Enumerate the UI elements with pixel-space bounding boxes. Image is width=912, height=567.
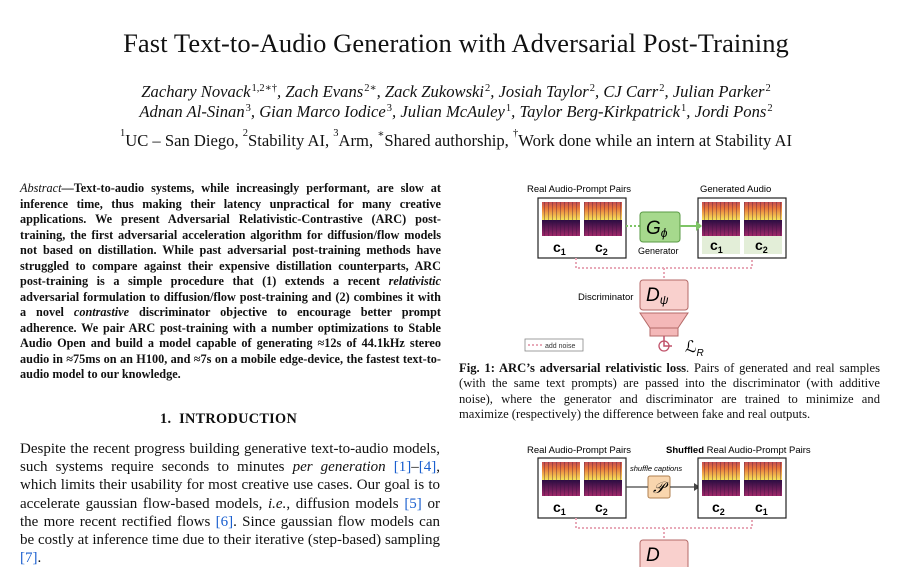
abstract-emphasis-contrastive: contrastive	[73, 305, 130, 319]
affiliation-text: Work done while an intern at Stability AI	[518, 131, 793, 150]
citation-link[interactable]: [7]	[20, 550, 38, 567]
intro-text: . Since gaussian flow models can be costly at inference time due to their iterative (step-based) sampling	[20, 513, 440, 549]
fig2-shuffled-c1: $c_1$	[755, 499, 768, 517]
figure-1-diagram	[520, 180, 790, 360]
author-name: Josiah Taylor	[498, 82, 589, 101]
author-name: Zach Evans	[285, 82, 364, 101]
citation-link[interactable]: [4]	[418, 459, 437, 476]
figure-caption-title: : ARC’s adversarial relativistic loss	[490, 361, 687, 375]
abstract	[20, 181, 441, 383]
fig1-label-generated: Generated Audio	[700, 184, 772, 195]
affiliation-mark: ∗	[377, 129, 385, 140]
intro-text: Despite the recent progress building generative text-to-audio models, such systems require seconds to minutes	[20, 441, 440, 476]
generator-symbol: Gϕ	[646, 218, 668, 240]
citation-link[interactable]: [1]	[393, 459, 412, 476]
affiliation-mark: †	[512, 128, 519, 139]
fig2-real-pairs	[538, 458, 626, 518]
figure-caption-text: . Pairs of generated and real samples (with the same text prompts) are passed into the discriminator (with additive noise), where the generator and discriminator are trained to minimize and maximize (respectively) the difference between fake and real outputs.	[459, 361, 880, 422]
fig1-prompt-c2: $c_2$	[595, 239, 608, 257]
fig2-label-real: Real Audio-Prompt Pairs	[527, 445, 632, 456]
author-name: Adnan Al-Sinan	[139, 102, 245, 121]
figure-2-diagram	[520, 440, 850, 566]
author-list-line-2: Adnan Al-Sinan$^3$, Gian Marco Iodice$^3$, Julian McAuley$^1$, Taylor Berg-Kirkpatrick$^1$, Jordi Pons$^2$	[139, 102, 773, 121]
fig1-label-real: Real Audio-Prompt Pairs	[527, 184, 632, 195]
loss-symbol: ℒ$_R$	[685, 339, 704, 359]
author-affiliation-mark: 1	[681, 103, 687, 114]
intro-text: , which limits their usability for most creative use cases. Our goal is to accelerate gaussian flow-based models,	[20, 459, 440, 512]
author-affiliation-mark: 2∗	[364, 83, 377, 94]
noise-legend-label: add noise	[545, 343, 576, 350]
affiliation-mark: 3	[333, 128, 339, 139]
citation-link[interactable]: [6]	[215, 513, 234, 530]
author-name: Gian Marco Iodice	[259, 102, 386, 121]
affiliation-text: UC – San Diego,	[125, 131, 243, 150]
abstract-lead: Abstract	[20, 181, 62, 195]
intro-text: , diffusion models	[286, 495, 405, 512]
shuffle-captions-label: shuffle captions	[630, 464, 683, 473]
spectrogram-image	[702, 202, 740, 236]
intro-emphasis: i.e.	[268, 495, 287, 512]
author-name: Julian McAuley	[400, 102, 505, 121]
abstract-text-1: Text-to-audio systems, while increasingly performant, are slow at inference time, thus making their latency unpractical for many creative applications. We present Adversarial Relativistic-Contrastive (ARC) post-training, the first adversarial acceleration algorithm for diffusion/flow models not based on distillation. While past adversarial post-training methods have struggled to compare against their expensive distillation counterparts, ARC post-training is a simple procedure that (1) extends a recent	[20, 181, 441, 288]
author-affiliation-mark: 2	[659, 83, 665, 94]
author-name: Zack Zukowski	[384, 82, 484, 101]
figure-1-caption	[459, 361, 880, 423]
discriminator-head	[640, 313, 688, 328]
fig2-shuffled-pairs	[698, 458, 786, 518]
author-affiliation-mark: 2	[767, 103, 773, 114]
fig2-discriminator-symbol: D	[646, 545, 660, 566]
affiliation-mark: 2	[242, 128, 249, 139]
figure-label: Fig. 1	[459, 361, 491, 375]
author-name: Jordi Pons	[694, 102, 767, 121]
affiliations	[0, 128, 912, 151]
author-affiliation-mark: 1,2∗†	[251, 83, 278, 94]
spectrogram-image	[584, 462, 622, 496]
author-affiliation-mark: 2	[589, 83, 596, 94]
discriminator-symbol: Dψ	[646, 285, 669, 307]
discriminator-label: Discriminator	[578, 292, 634, 303]
section-number: 1.	[160, 411, 172, 427]
section-title: INTRODUCTION	[179, 411, 298, 427]
permutation-symbol: 𝒫	[653, 480, 665, 497]
spectrogram-image	[542, 462, 580, 496]
spectrogram-image	[744, 462, 782, 496]
fig1-prompt-c1: $c_1$	[553, 239, 566, 257]
author-affiliation-mark: 3	[245, 103, 251, 114]
author-affiliation-mark: 1	[505, 103, 512, 114]
spectrogram-image	[702, 462, 740, 496]
affiliation-text: Shared authorship,	[384, 131, 513, 150]
paper-title: Fast Text-to-Audio Generation with Adversarial Post-Training	[123, 28, 789, 58]
author-list-line-1: Zachary Novack$^{1,2∗\dagger}$, Zach Evans$^{2∗}$, Zack Zukowski$^2$, Josiah Taylor$^2$, CJ Carr$^2$, Julian Parker$^2$	[141, 82, 771, 101]
fig1-gen-c2: $c_2$	[755, 237, 768, 255]
fig2-shuffled-c2: $c_2$	[712, 499, 725, 517]
generator-label: Generator	[638, 246, 679, 256]
fig2-prompt-c1: $c_1$	[553, 499, 566, 517]
affiliation-mark: 1	[119, 128, 126, 139]
author-name: Taylor Berg-Kirkpatrick	[519, 102, 681, 121]
intro-text: .	[37, 550, 42, 567]
spectrogram-image	[542, 202, 580, 236]
spectrogram-image	[584, 202, 622, 236]
affiliation-text: Arm,	[338, 131, 378, 150]
abstract-text-2: adversarial formulation to diffusion/flow post-training and (2) combines it with a novel	[20, 289, 441, 319]
fig2-prompt-c2: $c_2$	[595, 499, 608, 517]
author-affiliation-mark: 3	[386, 103, 393, 114]
abstract-text-3: discriminator objective to encourage better prompt adherence. We pair ARC post-training with a number optimizations to Stable Audio Open and build a model capable of generating ≈12s of 44.1kHz stereo audio in ≈75ms on an H100, and ≈7s on a mobile edge-device, the fastest text-to-audio model to our knowledge.	[20, 305, 441, 381]
author-name: Zachary Novack	[141, 82, 251, 101]
citation-link[interactable]: [5]	[404, 495, 422, 512]
intro-text: –	[411, 459, 419, 476]
fig1-real-pairs	[538, 198, 626, 258]
fig2-label-shuffled: Shuffled Real Audio-Prompt Pairs	[666, 445, 811, 456]
intro-text	[386, 459, 394, 475]
spectrogram-image	[744, 202, 782, 236]
introduction-text	[20, 440, 440, 567]
author-affiliation-mark: 2	[765, 83, 771, 94]
section-heading	[160, 411, 297, 428]
abstract-emphasis-relativistic: relativistic	[388, 274, 441, 288]
abstract-dash: —	[61, 181, 74, 195]
author-affiliation-mark: 2	[485, 83, 491, 94]
affiliation-text: Stability AI,	[248, 131, 334, 150]
fig1-gen-c1: $c_1$	[710, 237, 723, 255]
fig1-generated-pairs	[698, 198, 786, 258]
author-name: Julian Parker	[672, 82, 765, 101]
intro-emphasis: per generation	[292, 459, 386, 476]
intro-text: or the more recent rectified flows	[20, 495, 440, 530]
author-name: CJ Carr	[603, 82, 659, 101]
